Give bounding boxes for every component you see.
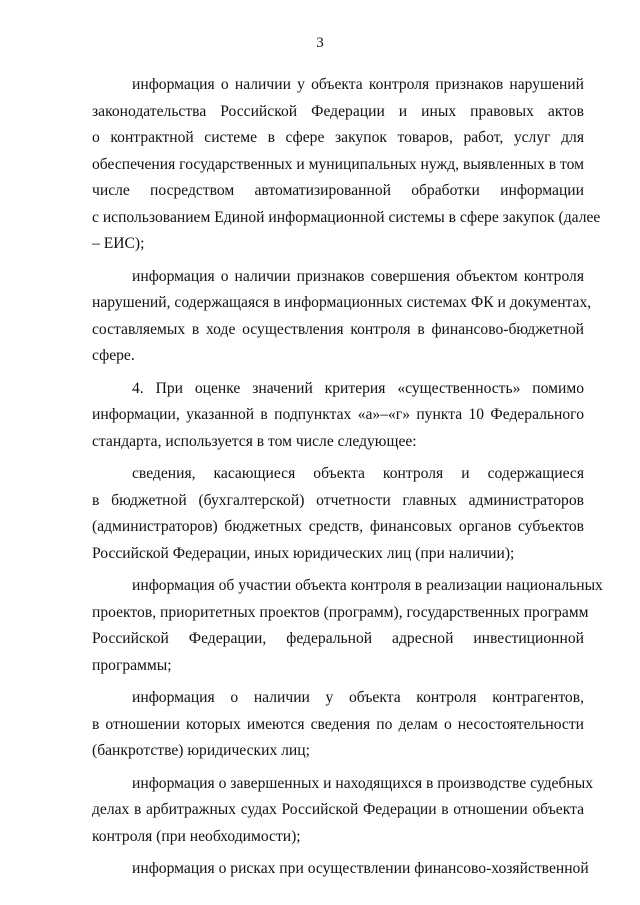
text-line: в бюджетной (бухгалтерской) отчетности главных администраторов: [92, 491, 584, 509]
text-line: информация о наличии признаков совершения объектом контроля: [132, 267, 584, 285]
text-line: программы;: [92, 656, 172, 674]
text-line: законодательства Российской Федерации и иных правовых актов: [92, 102, 584, 120]
document-body: [92, 72, 603, 889]
text-line: с использованием Единой информационной системы в сфере закупок (далее: [92, 208, 601, 226]
page-number: 3: [316, 35, 324, 51]
text-line: обеспечения государственных и муниципальных нужд, выявленных в том: [92, 155, 584, 173]
paragraph: [92, 376, 584, 456]
text-line: составляемых в ходе осуществления контроля в финансово-бюджетной: [92, 320, 584, 338]
text-line: о контрактной системе в сфере закупок товаров, работ, услуг для: [92, 129, 584, 146]
text-line: информация о наличии у объекта контроля признаков нарушений: [132, 76, 584, 93]
text-line: Российской Федерации, иных юридических лиц (при наличии);: [92, 544, 515, 562]
paragraph: [92, 856, 589, 883]
text-line: делах в арбитражных судах Российской Федерации в отношении объекта: [92, 801, 584, 818]
text-line: (банкротстве) юридических лиц;: [92, 742, 310, 759]
text-line: нарушений, содержащаяся в информационных системах ФК и документах,: [92, 294, 592, 311]
paragraph: [92, 461, 584, 567]
text-line: информация о завершенных и находящихся в производстве судебных: [132, 774, 594, 792]
paragraph: [92, 685, 584, 765]
text-line: стандарта, используется в том числе следующее:: [92, 432, 417, 450]
text-line: сфере.: [92, 347, 135, 364]
paragraph: [92, 771, 594, 851]
text-line: в отношении которых имеются сведения по делам о несостоятельности: [92, 715, 584, 733]
text-line: 4. При оценке значений критерия «существенность» помимо: [132, 379, 584, 397]
text-line: контроля (при необходимости);: [92, 827, 301, 845]
text-line: – ЕИС);: [92, 235, 145, 252]
text-line: (администраторов) бюджетных средств, финансовых органов субъектов: [92, 518, 584, 535]
text-line: числе посредством автоматизированной обработки информации: [92, 182, 584, 199]
paragraph: [92, 72, 601, 258]
text-line: проектов, приоритетных проектов (программ), государственных программ: [92, 603, 589, 621]
paragraph: [92, 573, 603, 679]
text-line: информация о рисках при осуществлении финансово-хозяйственной: [132, 860, 589, 877]
text-line: информации, указанной в подпунктах «а»–«г» пункта 10 Федерального: [92, 406, 584, 423]
paragraph: [92, 264, 592, 370]
text-line: информация о наличии у объекта контроля контрагентов,: [132, 689, 584, 706]
text-line: Российской Федерации, федеральной адресной инвестиционной: [92, 630, 584, 647]
text-line: сведения, касающиеся объекта контроля и содержащиеся: [132, 465, 584, 482]
text-line: информация об участии объекта контроля в реализации национальных: [132, 577, 603, 594]
